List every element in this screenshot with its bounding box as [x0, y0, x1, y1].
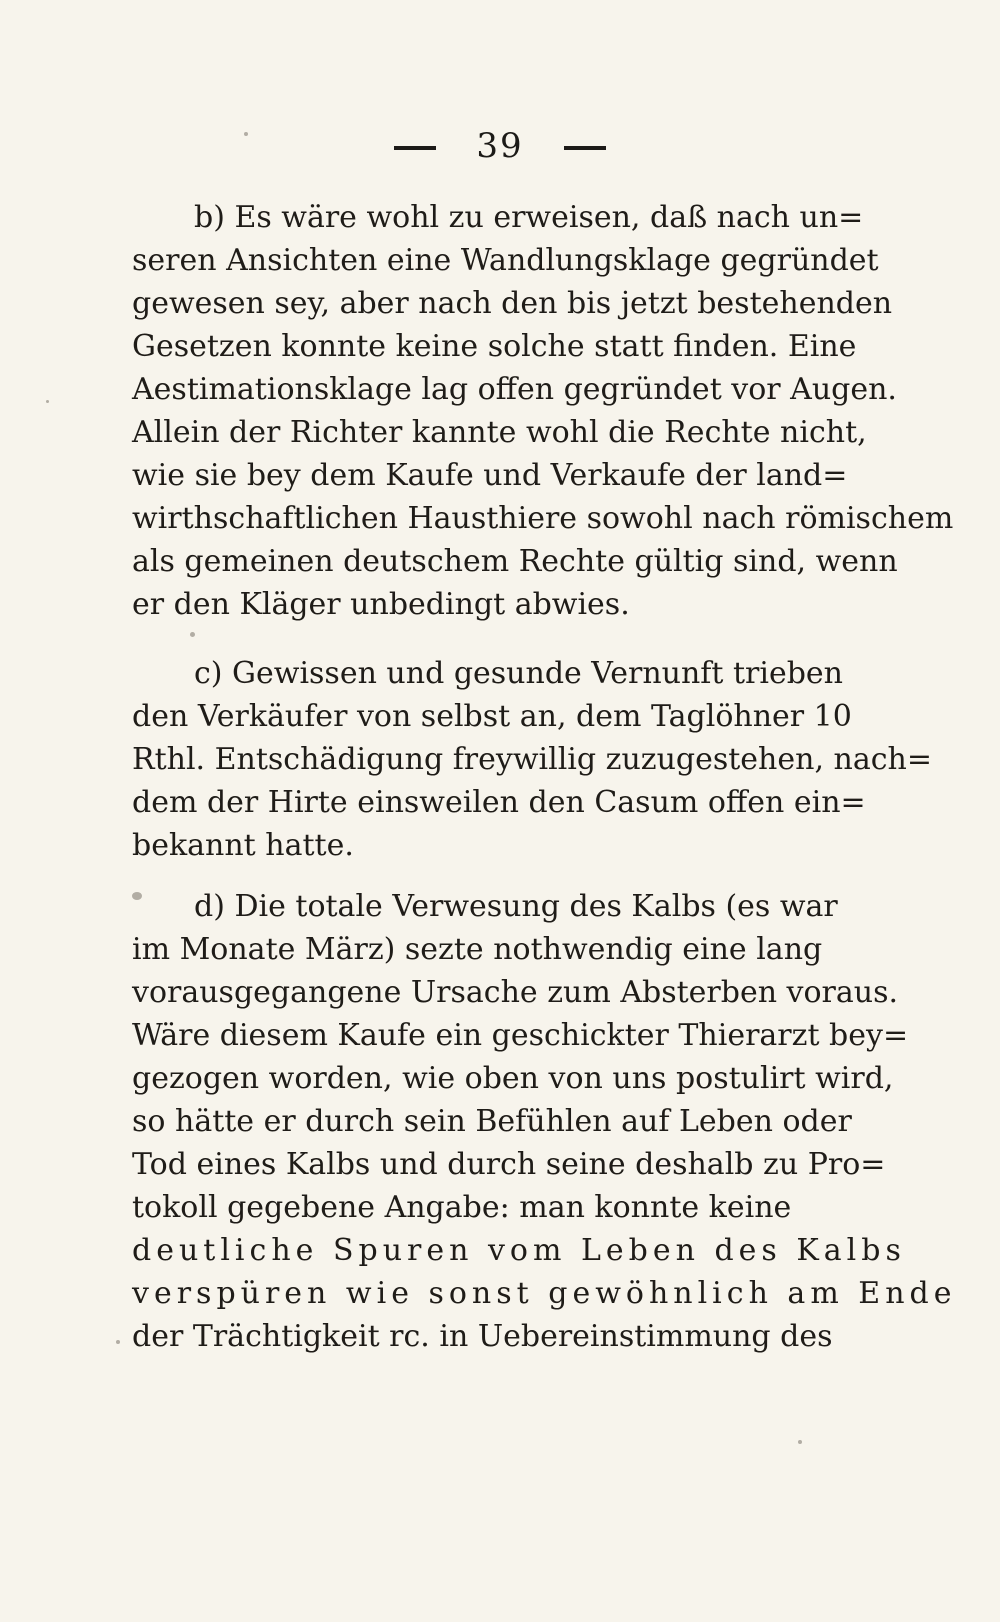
print-speck: [132, 892, 142, 900]
text-line: im Monate März) sezte nothwendig eine lang: [132, 932, 823, 967]
text-line: er den Kläger unbedingt abwies.: [132, 587, 630, 622]
text-line: wie sie bey dem Kaufe und Verkaufe der land=: [132, 458, 848, 493]
paragraph-b: [132, 196, 954, 626]
text-line: Aestimationsklage lag offen gegründet vor Augen.: [132, 372, 897, 407]
text-line: deutliche Spuren vom Leben des Kalbs: [132, 1233, 906, 1268]
text-line: der Trächtigkeit rc. in Uebereinstimmung des: [132, 1319, 833, 1354]
print-speck: [116, 1340, 120, 1344]
print-speck: [798, 1440, 802, 1444]
print-speck: [190, 632, 195, 637]
text-line: dem der Hirte einsweilen den Casum offen ein=: [132, 785, 866, 820]
text-line: Rthl. Entschädigung freywillig zuzugestehen, nach=: [132, 742, 932, 777]
page-number: 39: [476, 126, 524, 166]
text-line: Wäre diesem Kaufe ein geschickter Thierarzt bey=: [132, 1018, 909, 1053]
text-line: c) Gewissen und gesunde Vernunft trieben: [194, 656, 843, 691]
header-dash-left: [394, 146, 436, 150]
text-line: bekannt hatte.: [132, 828, 354, 863]
text-line: verspüren wie sonst gewöhnlich am Ende: [132, 1276, 957, 1311]
text-line: den Verkäufer von selbst an, dem Taglöhner 10: [132, 699, 852, 734]
header-dash-right: [564, 146, 606, 150]
page-header: [0, 126, 1000, 166]
print-speck: [46, 400, 49, 403]
text-line: b) Es wäre wohl zu erweisen, daß nach un=: [194, 200, 864, 235]
text-line: wirthschaftlichen Hausthiere sowohl nach römischem: [132, 501, 954, 536]
text-line: vorausgegangene Ursache zum Absterben voraus.: [132, 975, 899, 1010]
text-line: gewesen sey, aber nach den bis jetzt bestehenden: [132, 286, 893, 321]
text-line: gezogen worden, wie oben von uns postulirt wird,: [132, 1061, 894, 1096]
text-line: als gemeinen deutschem Rechte gültig sind, wenn: [132, 544, 898, 579]
print-speck: [244, 132, 248, 136]
text-line: seren Ansichten eine Wandlungsklage gegründet: [132, 243, 879, 278]
text-line: Gesetzen konnte keine solche statt finden. Eine: [132, 329, 857, 364]
text-line: d) Die totale Verwesung des Kalbs (es war: [194, 889, 838, 924]
paragraph-d: [132, 885, 957, 1358]
text-line: tokoll gegebene Angabe: man konnte keine: [132, 1190, 792, 1225]
paragraph-c: [132, 652, 932, 867]
text-line: Allein der Richter kannte wohl die Rechte nicht,: [132, 415, 867, 450]
text-line: so hätte er durch sein Befühlen auf Leben oder: [132, 1104, 852, 1139]
text-line: Tod eines Kalbs und durch seine deshalb zu Pro=: [132, 1147, 886, 1182]
